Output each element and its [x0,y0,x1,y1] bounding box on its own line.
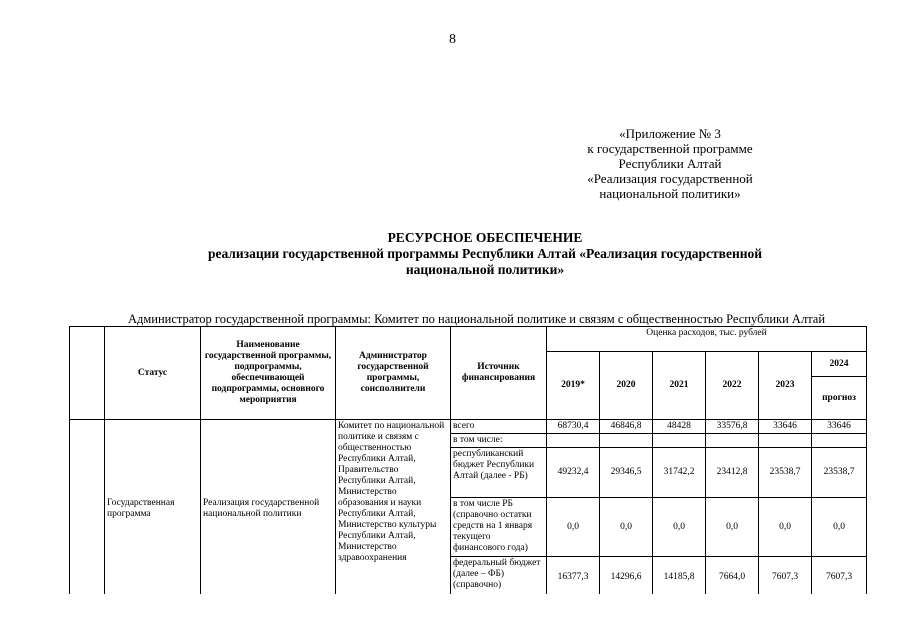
value-cell: 0,0 [600,498,653,557]
source-cell: в том числе: [451,434,547,448]
value-cell: 23412,8 [706,448,759,498]
year-header: 2022 [706,352,759,420]
value-cell: 16377,3 [547,557,600,595]
name-header: Наименование государственной программы, подпрограммы, обеспечивающей подпрограммы, основного мероприятия [201,327,336,420]
title-line: реализации государственной программы Республики Алтай «Реализация государственной [207,246,763,261]
value-cell: 14296,6 [600,557,653,595]
appendix-line: к государственной программе [587,141,753,156]
value-cell: 48428 [653,420,706,434]
status-header: Статус [105,327,201,420]
value-cell: 23538,7 [812,448,867,498]
page-number: 8 [449,32,456,47]
blank-cell [70,420,105,595]
value-cell [812,434,867,448]
value-cell [653,434,706,448]
row-admin: Комитет по национальной политике и связям с общественностью Республики Алтай, Правительство Республики Алтай, Министерство образования и науки Республики Алтай, Министерство культуры Республики Алтай, Министерство здравоохранения [336,420,451,595]
row-name: Реализация государственной национальной политики [201,420,336,595]
value-cell: 33576,8 [706,420,759,434]
value-cell: 0,0 [547,498,600,557]
appendix-line: национальной политики» [599,186,741,201]
estimate-header: Оценка расходов, тыс. рублей [547,327,867,352]
source-header: Источник финансирования [451,327,547,420]
admin-header: Администратор государственной программы, соисполнители [336,327,451,420]
year-header: 2020 [600,352,653,420]
value-cell: 0,0 [812,498,867,557]
value-cell: 29346,5 [600,448,653,498]
value-cell: 7607,3 [759,557,812,595]
value-cell: 0,0 [653,498,706,557]
appendix-line: Республики Алтай [618,156,722,171]
value-cell: 68730,4 [547,420,600,434]
year-header: 2021 [653,352,706,420]
value-cell [547,434,600,448]
value-cell [600,434,653,448]
value-cell: 31742,2 [653,448,706,498]
year-header: 2019* [547,352,600,420]
source-cell: республиканский бюджет Республики Алтай (далее - РБ) [451,448,547,498]
value-cell: 33646 [759,420,812,434]
value-cell: 7664,0 [706,557,759,595]
blank-header-cell [70,327,105,420]
value-cell: 49232,4 [547,448,600,498]
year-header: 2024 [812,352,867,377]
administrator-line: Администратор государственной программы: Комитет по национальной политике и связям с общественностью Республики Алтай [128,312,826,326]
value-cell [759,434,812,448]
forecast-label: прогноз [812,377,867,420]
value-cell: 46846,8 [600,420,653,434]
value-cell: 0,0 [706,498,759,557]
value-cell: 33646 [812,420,867,434]
row-status: Государственная программа [105,420,201,595]
title-line: РЕСУРСНОЕ ОБЕСПЕЧЕНИЕ [387,230,583,245]
year-header: 2023 [759,352,812,420]
appendix-line: «Приложение № 3 [619,126,721,141]
source-cell: всего [451,420,547,434]
value-cell: 7607,3 [812,557,867,595]
value-cell: 0,0 [759,498,812,557]
title-line: национальной политики» [405,262,565,277]
value-cell: 14185,8 [653,557,706,595]
resource-table [69,326,867,594]
appendix-line: «Реализация государственной [587,171,753,186]
value-cell [706,434,759,448]
value-cell: 23538,7 [759,448,812,498]
source-cell: в том числе РБ (справочно остатки средств на 1 января текущего финансового года) [451,498,547,557]
source-cell: федеральный бюджет (далее – ФБ) (справочно) [451,557,547,595]
